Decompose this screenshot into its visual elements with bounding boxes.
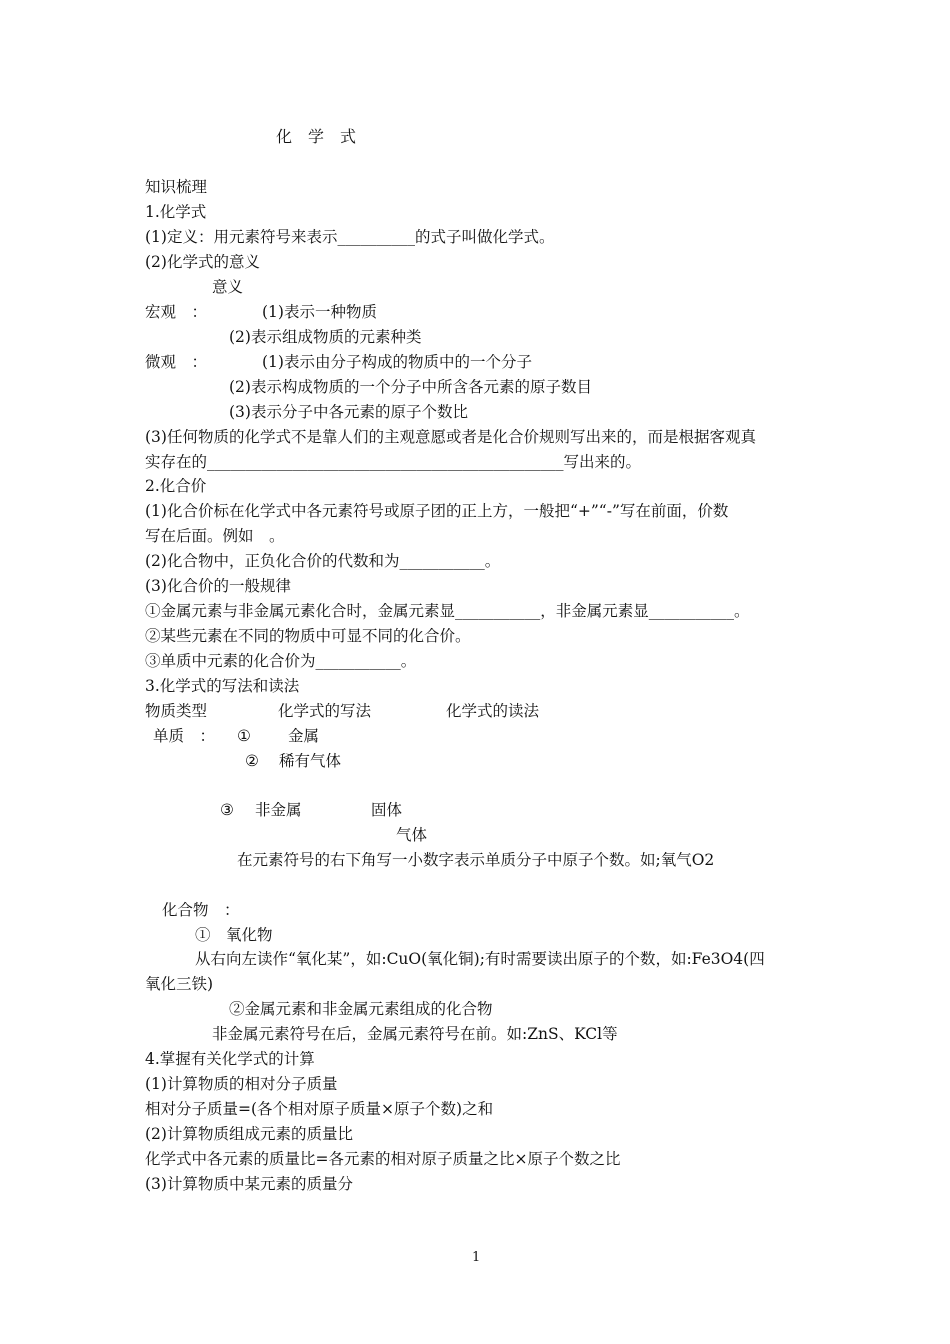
list-item: (3)表示分子中各元素的原子个数比 [229,403,468,421]
section-heading: 1.化学式 [145,203,207,221]
column-header: 化学式的写法 [278,702,372,720]
section-heading: 3.化学式的写法和读法 [145,677,300,695]
paragraph: (3)计算物质中某元素的质量分 [145,1175,353,1193]
section-heading: 知识梳理 [145,178,208,196]
paragraph: 写在后面。例如 。 [145,527,285,545]
list-item: 固体 [371,801,403,819]
list-item: ②金属元素和非金属元素组成的化合物 [229,1000,493,1018]
list-number: ② [245,752,259,770]
list-item: 金属 [288,727,320,745]
section-heading: 2.化合价 [145,477,207,495]
column-label: 意义 [212,278,244,296]
paragraph: (3)任何物质的化学式不是靠人们的主观意愿或者是化合价规则写出来的，而是根据客观真 [145,428,756,446]
column-header: 物质类型 [145,702,208,720]
list-item: (1)表示由分子构成的物质中的一个分子 [262,353,532,371]
paragraph: 相对分子质量=(各个相对原子质量×原子个数)之和 [145,1100,494,1118]
paragraph: (1)定义：用元素符号来表示__________的式子叫做化学式。 [145,228,555,246]
paragraph: 从右向左读作“氧化某”，如:CuO(氧化铜);有时需要读出原子的个数，如:Fe3O4(四 [195,950,765,968]
list-number: ① [237,727,251,745]
row-label: 化合物 ： [162,901,240,919]
column-header: 化学式的读法 [446,702,540,720]
paragraph: 在元素符号的右下角写一小数字表示单质分子中原子个数。如;氧气O2 [237,851,715,869]
page-number: 1 [472,1250,481,1265]
list-item: (2)表示组成物质的元素种类 [229,328,422,346]
list-item: ③单质中元素的化合价为___________。 [145,652,417,670]
paragraph: 非金属元素符号在后，金属元素符号在前。如:ZnS、KCl等 [212,1025,618,1043]
paragraph: (3)化合价的一般规律 [145,577,291,595]
list-item: (2)表示构成物质的一个分子中所含各元素的原子数目 [229,378,592,396]
paragraph: 实存在的______________________________________________写出来的。 [145,453,642,471]
page-title: 化 学 式 [276,127,357,146]
list-item: 非金属 [255,801,302,819]
list-item: 稀有气体 [279,752,342,770]
paragraph: (2)化合物中，正负化合价的代数和为___________。 [145,552,501,570]
list-item: (1)表示一种物质 [262,303,377,321]
list-item: 气体 [396,826,428,844]
row-label: 微观 ： [145,353,208,371]
paragraph: 氧化三铁) [145,975,214,993]
row-label: 单质 ： [153,727,216,745]
list-number: ③ [220,801,234,819]
paragraph: (2)计算物质组成元素的质量比 [145,1125,353,1143]
section-heading: 4.掌握有关化学式的计算 [145,1050,315,1068]
paragraph: (1)化合价标在化学式中各元素符号或原子团的正上方，一般把“+”“-”写在前面，价数 [145,502,729,520]
paragraph: (2)化学式的意义 [145,253,260,271]
paragraph: 化学式中各元素的质量比=各元素的相对原子质量之比×原子个数之比 [145,1150,621,1168]
list-item: ①金属元素与非金属元素化合时，金属元素显___________，非金属元素显___________。 [145,602,750,620]
list-item: ②某些元素在不同的物质中可显不同的化合价。 [145,627,471,645]
list-item: ① 氧化物 [195,926,273,944]
paragraph: (1)计算物质的相对分子质量 [145,1075,338,1093]
row-label: 宏观 ： [145,303,208,321]
